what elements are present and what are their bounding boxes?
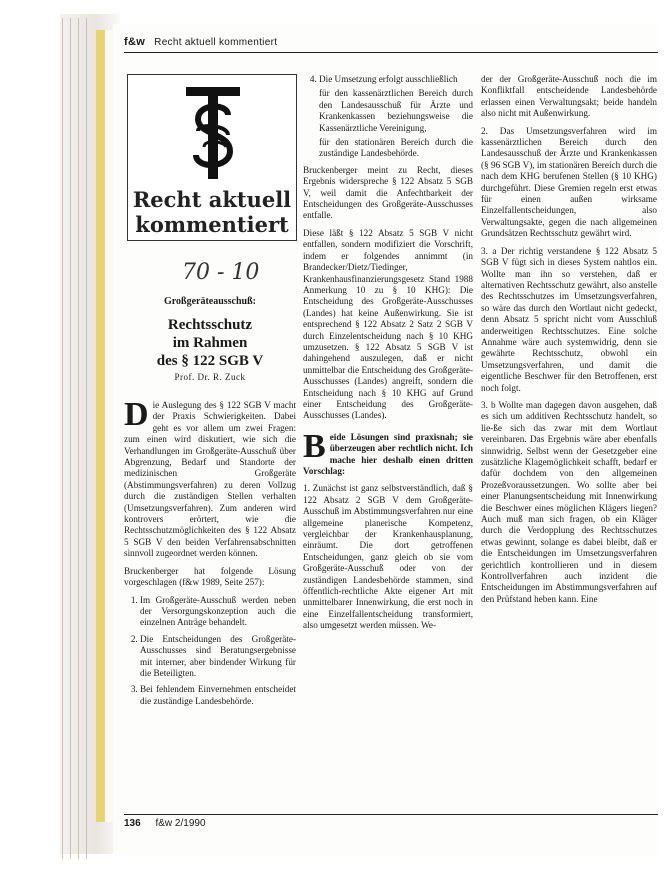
- paragraph: der der Großgeräte-Ausschuß noch die im Konfliktfall entscheidende Landesbehörde erlassen einen Verwaltungsakt; beide handeln also nicht mit Außenwirkung.: [481, 74, 657, 119]
- paragraph: Bruckenberger meint zu Recht, dieses Ergebnis widerspreche § 122 Absatz 5 SGB V, weil damit die Anfechtbarkeit der Entscheidungen des Großgeräte-Ausschusses entfalle.: [303, 164, 473, 221]
- paragraph-symbol-icon: [128, 75, 296, 187]
- paragraph-text: ie Auslegung des § 122 SGB V macht der Praxis Schwierigkeiten. Dabei geht es vor allem um zwei Fragen: zum einen wird diskutiert, wie sich die Verhandlungen im Großgeräte-Ausschuß über Abgrenzung, Bedarf und Standorte der medizinischen Großgeräte (Abstimmungsverfahren) zu deren Vollzug durch die zuständigen Stellen verhalten (Umsetzungsverfahren). Zum anderen wird kontrovers erörtert, wie die Rechtsschutzmöglichkeiten des § 122 Absatz 5 SGB V den beiden Verfahrensabschnitten sinnvoll zugeordnet werden können.: [124, 400, 296, 559]
- paragraph-text: eide Lösungen sind praxisnah; sie überzeugen aber rechtlich nicht. Ich mache hier deshalb einen dritten Vorschlag:: [303, 431, 473, 476]
- paragraph: Bruckenberger hat folgende Lösung vorgeschlagen (f&w 1989, Seite 257):: [124, 565, 296, 588]
- text-column-3: [481, 74, 657, 611]
- drop-cap: D: [124, 396, 149, 433]
- title-line: im Rahmen: [172, 335, 248, 351]
- page-edge: [70, 18, 71, 859]
- footer-rule: [124, 814, 658, 815]
- running-header: [124, 36, 277, 48]
- journal-logo: f&w: [124, 36, 146, 48]
- drop-cap: B: [303, 427, 326, 465]
- issue-label: f&w 2/1990: [155, 818, 206, 829]
- list-item: 1. Im Großgeräte-Ausschuß werden neben der Versorgungskonzeption auch die einzelnen Anträge behandelt.: [140, 595, 296, 629]
- logo-title-line: Recht aktuell: [132, 187, 292, 212]
- column-logo-box: [127, 74, 297, 241]
- running-title: Recht aktuell kommentiert: [154, 37, 278, 48]
- page-number: 136: [124, 818, 141, 829]
- header-rule: [124, 52, 658, 53]
- intro-paragraph: [124, 396, 296, 560]
- list-item: 2. Die Entscheidungen des Großgeräte-Ausschusses sind Beratungsergebnisse mit interner, aber bindender Wirkung für die Beteiligten.: [140, 634, 296, 680]
- text-column-1: [124, 396, 296, 712]
- article-title: [124, 316, 296, 370]
- paragraph: 3. a Der richtig verstandene § 122 Absatz 5 SGB V fügt sich in dieses System nahtlos ein. Wollte man ihn so verstehen, daß er alternativen Rechtsschutz gewährt, also anstelle des Rechtsschutzes im Umsetzungsverfahren, so wäre das durch den Wortlaut nicht gedeckt, denn Absatz 5 spricht nicht vom Ausschluß anderweitigen Rechtsschutzes. Eine solche Annahme wäre auch systemwidrig, denn sie gewährte Rechtsschutz, obwohl ein Umsetzungsverfahren, und damit die eigentliche Beschwer für den Betroffenen, erst noch folgt.: [481, 245, 657, 393]
- sub-item: für den kassenärztlichen Bereich durch den Landesausschuß für Ärzte und Krankenkassen beziehungsweise die Kassenärztliche Vereinigung,: [319, 88, 473, 133]
- column-logo-title: [128, 187, 296, 237]
- paragraph: 3. b Wollte man dagegen davon ausgehen, daß es sich um additiven Rechtsschutz handelt, so lie-ße sich das zwar mit dem Wortlaut vereinbaren. Das Ergebnis wäre aber ebenfalls sinnwidrig. Selbst wenn der Gesetzgeber eine zusätzliche Klagemöglichkeit schafft, bedarf er dafür dochdem von den allgemeinen Prozeßvoraussetzungen. Wo sollte aber bei einer Planungsentscheidung mit Innenwirkung die Beschwer eines möglichen Klägers liegen? Auch muß man sich fragen, ob ein Kläger durch die Verdopplung des Rechtsschutzes etwas gewinnt, solange es dabei bleibt, daß er die Entscheidungen im Umsetzungsverfahren gerichtlich kontrollieren und in diesem Kontrollverfahren auch inzident die Entscheidungen im Abstimmungsverfahren auf den Prüfstand heben kann. Eine: [481, 399, 657, 604]
- numbered-list-continued: [303, 74, 473, 160]
- bold-intro: [303, 427, 473, 478]
- list-item: 3. Bei fehlendem Einvernehmen entscheidet die zuständige Landesbehörde.: [140, 684, 296, 707]
- paragraph: 2. Das Umsetzungsverfahren wird im kassenärztlichen Bereich durch den Landesausschuß der Ärzte und Krankenkassen (§ 96 SGB V), im stationären Bereich durch die nach dem KHG berufenen Stellen (§ 10 KHG) durchgeführt. Diese Gremien regeln erst etwas für einen außen wirksame Einzelfallentscheidungen, also Verwaltungsakte, gegen die nach allgemeinen Grundsätzen Rechtsschutz gewährt wird.: [481, 125, 657, 239]
- title-line: des § 122 SGB V: [156, 353, 264, 369]
- page-edge: [78, 18, 79, 859]
- article-author: Prof. Dr. R. Zuck: [174, 372, 246, 382]
- paragraph: Diese läßt § 122 Absatz 5 SGB V nicht entfallen, sondern modifiziert die Vorschrift, indem er folgendes annimmt (in Brandecker/Dietz/Tiedinger, Krankenhausfinanzierungsgesetz Stand 1988 Anmerkung 10 zu § 10 KHG): Die Entscheidung des Großgeräte-Ausschusses (Landes) hat keine Außenwirkung. Sie ist entsprechend § 122 Absatz 2 Satz 2 SGB V durch Einzelentscheidung nach § 10 KHG umzusetzen. § 122 Absatz 5 SGB V ist dahingehend auszulegen, daß er nicht unmittelbar die Entscheidung des Großgeräte-Ausschusses (Landes) angreift, sondern die Entscheidung nach § 10 KHG auf Grund einer Entscheidung des Großgeräte-Ausschusses (Landes).: [303, 227, 473, 421]
- title-line: Rechtsschutz: [167, 317, 253, 333]
- handwritten-note: 70 - 10: [182, 260, 260, 285]
- text-column-2: [303, 74, 473, 638]
- yellow-page-edge: [96, 30, 104, 822]
- page-edge: [62, 18, 63, 859]
- sub-item: für den stationären Bereich durch die zuständige Landesbehörde.: [319, 137, 473, 159]
- numbered-list: [124, 595, 296, 708]
- article-kicker: Großgeräteausschuß:: [163, 296, 257, 307]
- page-footer: [124, 818, 206, 829]
- logo-title-line: kommentiert: [135, 212, 289, 237]
- list-item-text: Die Umsetzung erfolgt ausschließlich: [319, 74, 458, 84]
- list-item: [319, 74, 473, 160]
- page-edge: [86, 18, 87, 859]
- paragraph: 1. Zunächst ist ganz selbstverständlich, daß § 122 Absatz 2 SGB V dem Großgeräte-Ausschuß im Abstimmungsverfahren nur eine allgemeine planerische Kompetenz, vergleichbar der Krankenhausplanung, einräumt. Die dort getroffenen Entscheidungen, ganz gleich ob sie vom Großgeräte-Ausschuß oder von der zuständigen Landesbehörde stammen, sind öffentlich-rechtliche Akte eigener Art mit unmittelbarer Innenwirkung, die erst noch in eine Einzelfallentscheidung transformiert, also umgesetzt werden müssen. We-: [303, 483, 473, 631]
